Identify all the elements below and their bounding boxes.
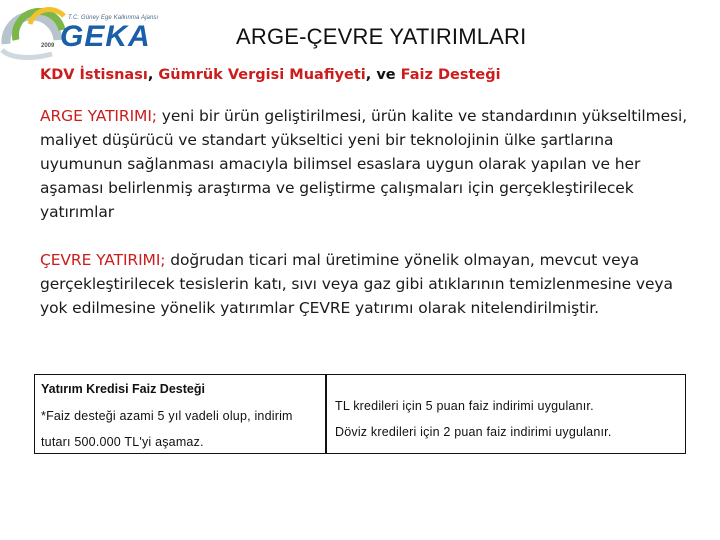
interest-support-cell [34, 374, 326, 454]
discount-rates-cell [326, 374, 686, 454]
arge-paragraph [40, 104, 690, 224]
cevre-lead: ÇEVRE YATIRIMI; [40, 251, 166, 269]
interest-support-line: tutarı 500.000 TL'yi aşamaz. [41, 435, 204, 449]
subtitle-kdv: KDV İstisnası [40, 67, 148, 83]
logo-year: 2009 [41, 43, 55, 49]
tl-discount-text: TL kredileri için 5 puan faiz indirimi uygulanır. [335, 399, 594, 413]
fx-discount-text: Döviz kredileri için 2 puan faiz indirimi uygulanır. [335, 425, 612, 439]
interest-support-line: *Faiz desteği azami 5 yıl vadeli olup, indirim [41, 409, 293, 423]
subtitle-gumruk: Gümrük Vergisi Muafiyeti [158, 67, 366, 83]
interest-support-title: Yatırım Kredisi Faiz Desteği [41, 382, 205, 396]
arge-lead: ARGE YATIRIMI; [40, 107, 157, 125]
geka-logo [0, 0, 180, 64]
logo-tagline: T.C. Güney Ege Kalkınma Ajansı [68, 15, 159, 21]
subtitle [40, 67, 501, 83]
cevre-body: doğrudan ticari mal üretimine yönelik olmayan, mevcut veya gerçekleştirilecek tesislerin katı, sıvı veya gaz gibi atıklarının temizlenmesine veya yok edilmesine yönelik yatırımlar ÇEVRE yatırımı olarak nitelendirilmiştir. [40, 251, 673, 317]
subtitle-faiz: Faiz Desteği [400, 67, 501, 83]
arge-body: yeni bir ürün geliştirilmesi, ürün kalite ve standardının yükseltilmesi, maliyet düşürücü ve standart yükseltici yeni bir teknolojinin ülke şartlarına uyumunun sağlanması amacıyla bilimsel esaslara uygun olarak yapılan ve her aşaması belirlenmiş araştırma ve geliştirme çalışmaları için gerçekleştirilecek yatırımlar [40, 107, 688, 221]
page-title: ARGE-ÇEVRE YATIRIMLARI [236, 24, 527, 49]
subtitle-separator: , ve [365, 67, 401, 83]
cevre-paragraph [40, 248, 690, 320]
subtitle-separator: , [147, 67, 159, 83]
logo-wordmark: GEKA [60, 20, 151, 53]
